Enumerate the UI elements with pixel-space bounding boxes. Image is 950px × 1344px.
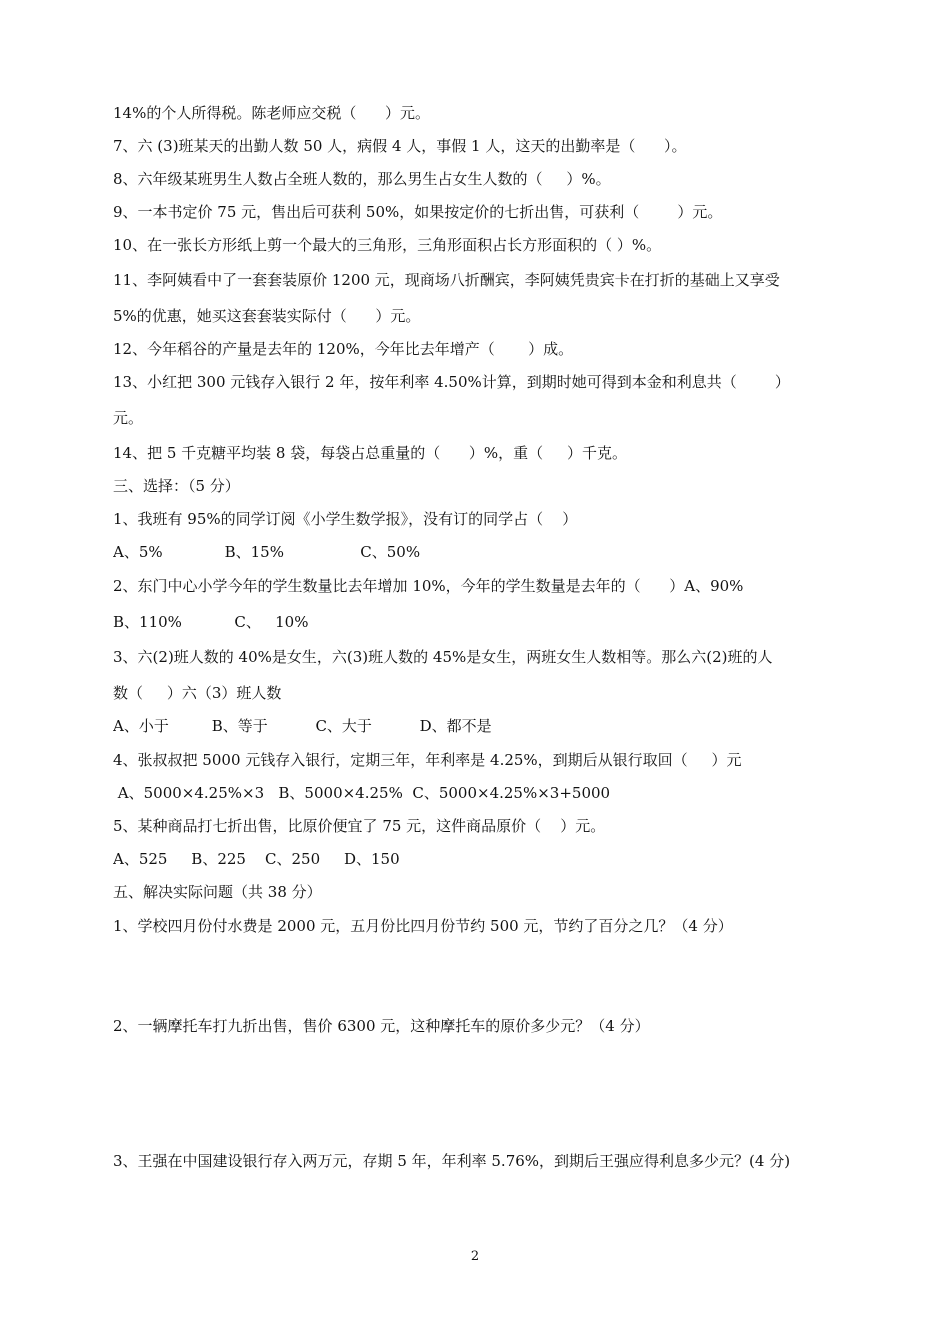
question-8: 8、六年级某班男生人数占全班人数的，那么男生占女生人数的（ ）%。	[113, 170, 611, 188]
question-9: 9、一本书定价 75 元，售出后可获利 50%，如果按定价的七折出售，可获利（ ）元。	[113, 203, 723, 221]
line-14-tax: 14%的个人所得税。陈老师应交税（ ）元。	[113, 104, 430, 122]
problem-2: 2、一辆摩托车打九折出售，售价 6300 元，这种摩托车的原价多少元？（4 分）	[113, 1017, 650, 1035]
choice-1-options: A、5% B、15% C、50%	[113, 543, 421, 561]
question-11: 11、李阿姨看中了一套套装原价 1200 元，现商场八折酬宾，李阿姨凭贵宾卡在打折的基础上又享受	[113, 271, 780, 289]
page-number: 2	[470, 1249, 480, 1264]
choice-2-options: B、110% C、 10%	[113, 613, 309, 631]
choice-4-options: A、5000×4.25%×3 B、5000×4.25% C、5000×4.25%×3+5000	[113, 784, 611, 802]
choice-1: 1、我班有 95%的同学订阅《小学生数学报》，没有订的同学占（ ）	[113, 510, 578, 528]
choice-5-options: A、525 B、225 C、250 D、150	[113, 850, 400, 868]
question-13-cont: 元。	[113, 409, 144, 427]
question-14: 14、把 5 千克糖平均装 8 袋，每袋占总重量的（ ）%，重（ ）千克。	[113, 444, 627, 462]
question-13: 13、小红把 300 元钱存入银行 2 年，按年利率 4.50%计算，到期时她可得到本金和利息共（ ）	[113, 373, 790, 391]
problem-1: 1、学校四月份付水费是 2000 元，五月份比四月份节约 500 元，节约了百分之几？（4 分）	[113, 917, 733, 935]
question-12: 12、今年稻谷的产量是去年的 120%，今年比去年增产（ ）成。	[113, 340, 574, 358]
problem-3: 3、王强在中国建设银行存入两万元，存期 5 年，年利率 5.76%，到期后王强应得利息多少元？(4 分)	[113, 1152, 791, 1170]
section-5-heading: 五、解决实际问题（共 38 分）	[113, 883, 322, 901]
choice-4: 4、张叔叔把 5000 元钱存入银行，定期三年，年利率是 4.25%，到期后从银行取回（ ）元	[113, 751, 742, 769]
question-7: 7、六 (3)班某天的出勤人数 50 人，病假 4 人，事假 1 人，这天的出勤率是（ ）。	[113, 137, 687, 155]
section-3-heading: 三、选择：（5 分）	[113, 477, 240, 495]
choice-3-options: A、小于 B、等于 C、大于 D、都不是	[113, 717, 492, 735]
question-11-cont: 5%的优惠，她买这套套装实际付（ ）元。	[113, 307, 421, 325]
question-10: 10、在一张长方形纸上剪一个最大的三角形，三角形面积占长方形面积的（ ）%。	[113, 236, 662, 254]
choice-3-cont: 数（ ）六（3）班人数	[113, 684, 282, 702]
choice-5: 5、某种商品打七折出售，比原价便宜了 75 元，这件商品原价（ ）元。	[113, 817, 606, 835]
choice-2: 2、东门中心小学今年的学生数量比去年增加 10%，今年的学生数量是去年的（ ）A、90%	[113, 577, 744, 595]
choice-3: 3、六(2)班人数的 40%是女生，六(3)班人数的 45%是女生，两班女生人数相等。那么六(2)班的人	[113, 648, 773, 666]
